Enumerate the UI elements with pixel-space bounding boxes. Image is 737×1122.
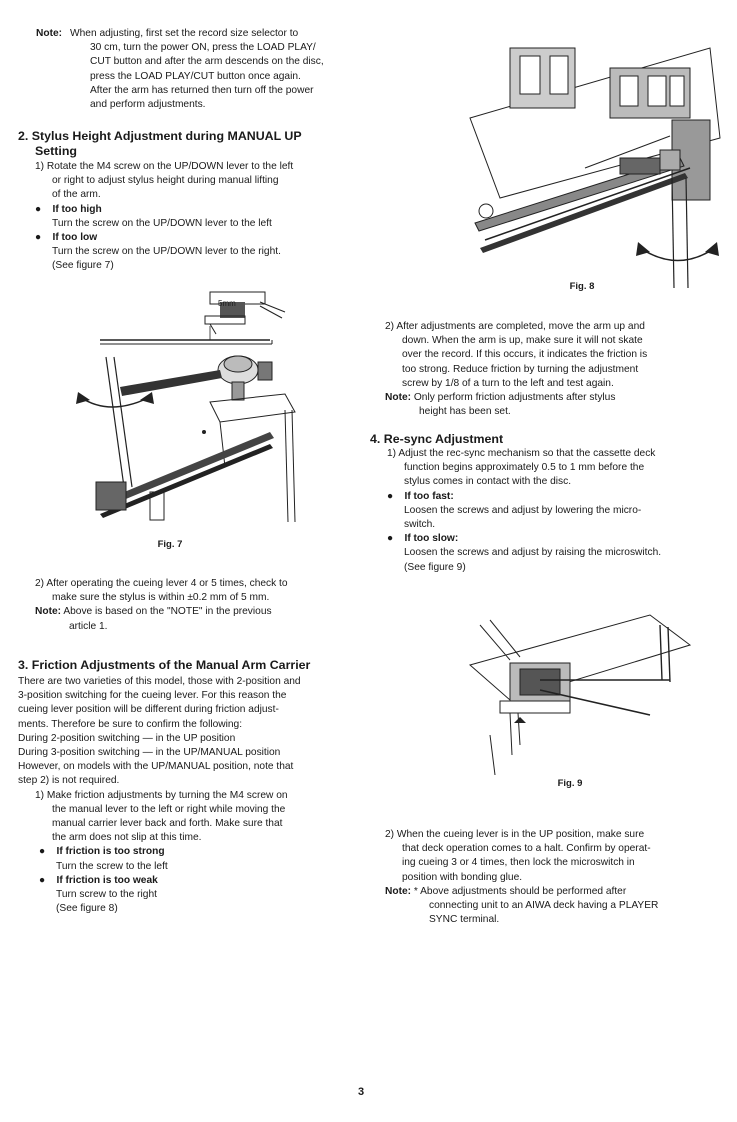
step-line: of the arm. [52,189,101,201]
step-line: make sure the stylus is within ±0.2 mm of 5 mm. [52,592,270,604]
section-2-step-2 [35,577,365,634]
step-line: over the record. If this occurs, it indicates the friction is [402,349,648,361]
section-2-title: 2. Stylus Height Adjustment during MANUAL UP [18,129,302,143]
note-line: connecting unit to an AIWA deck having a PLAYER [429,900,659,912]
figure-9-drawing [450,605,700,795]
note-line: Above is based on the "NOTE" in the previous [63,606,272,618]
note-label: Note: [385,392,412,404]
section-3-title: 3. Friction Adjustments of the Manual Arm Carrier [18,658,311,672]
figure-8-drawing [460,28,720,300]
bullet-dot: ● [39,874,46,886]
intro-line: During 2-position switching — in the UP position [18,732,236,744]
bullet-text: Turn screw to the right [56,889,157,901]
step-line: position with bonding glue. [402,871,523,883]
note-line: 30 cm, turn the power ON, press the LOAD PLAY/ [90,42,316,54]
bullet-title: If too slow: [404,533,459,545]
step-line: 2) After operating the cueing lever 4 or 5 times, check to [35,578,288,589]
note-line: * Above adjustments should be performed after [413,885,627,897]
bullet-title: If too low [52,232,98,244]
bullet-text: Turn the screw to the left [56,860,168,872]
bullet-text: (See figure 7) [52,260,114,272]
note-label: Note: [35,606,62,618]
bullet-dot: ● [387,533,394,545]
intro-line: ments. Therefore be sure to confirm the following: [18,718,243,730]
figure-9-caption: Fig. 9 [557,778,583,789]
step-line: that deck operation comes to a halt. Confirm by operat- [402,843,651,855]
figure-8 [460,28,720,300]
intro-line: 3-position switching for the cueing lever. For this reason the [18,690,287,702]
intro-line: During 3-position switching — in the UP/MANUAL position [18,747,281,759]
step-line: stylus comes in contact with the disc. [404,476,572,488]
step-line: 1) Adjust the rec-sync mechanism so that the cassette deck [387,448,656,459]
section-2 [18,129,363,274]
bullet-title: If friction is too strong [56,846,165,858]
note-line: CUT button and after the arm descends on the disc, [90,56,324,68]
page-number: 3 [358,1086,365,1098]
section-4 [370,432,730,575]
step-line: the arm does not slip at this time. [52,832,202,844]
note-line: After the arm has returned then turn off the power [90,84,314,96]
note-line: When adjusting, first set the record size selector to [70,28,299,39]
bullet-title: If too fast: [404,490,454,502]
note-line: Only perform friction adjustments after stylus [413,392,616,404]
step-line: ing cueing 3 or 4 times, then lock the microswitch in [402,857,635,869]
step-line: too strong. Reduce friction by turning the adjustment [402,363,639,375]
bullet-text: switch. [404,519,436,531]
figure-8-caption: Fig. 8 [569,281,595,292]
step-line: function begins approximately 0.5 to 1 mm before the [404,462,645,474]
intro-line: cueing lever position will be different during friction adjust- [18,704,279,716]
step-line: 1) Make friction adjustments by turning the M4 screw on [35,789,288,801]
step-line: screw by 1/8 of a turn to the left and test again. [402,377,614,389]
section-3-step-2 [385,320,730,419]
figure-7-caption: Fig. 7 [157,539,183,550]
step-line: 2) After adjustments are completed, move the arm up and [385,321,645,332]
note-label: Note: [385,885,412,897]
step-line: manual carrier lever back and forth. Make sure that [52,818,283,830]
note-line: height has been set. [419,406,511,418]
intro-line: step 2) is not required. [18,775,120,787]
bullet-dot: ● [387,490,394,502]
figure-9 [450,605,700,795]
figure-7-dimension-label: 5mm [218,299,236,308]
step-line: 2) When the cueing lever is in the UP position, make sure [385,829,645,840]
step-line: 1) Rotate the M4 screw on the UP/DOWN lever to the left [35,161,294,172]
bullet-dot: ● [35,203,42,215]
section-2-title-cont: Setting [35,144,77,158]
bullet-dot: ● [35,232,42,244]
note-line: article 1. [69,620,108,632]
step-line: or right to adjust stylus height during manual lifting [52,175,279,187]
note-line: press the LOAD PLAY/CUT button once again. [90,70,301,82]
step-line: down. When the arm is up, make sure it will not skate [402,335,643,347]
bullet-text: (See figure 8) [56,903,118,915]
step-line: the manual lever to the left or right while moving the [52,803,286,815]
section-3 [18,658,363,916]
section-4-step-2 [385,828,730,927]
bullet-text: Loosen the screws and adjust by lowering the micro- [404,504,642,516]
bullet-text: Loosen the screws and adjust by raising the microswitch. [404,547,662,559]
note-label: Note: [36,28,63,39]
bullet-text: Turn the screw on the UP/DOWN lever to the left [52,217,272,229]
note-line: and perform adjustments. [90,99,206,111]
figure-7-drawing [60,282,320,532]
section-4-title: 4. Re-sync Adjustment [370,432,504,446]
intro-line: There are two varieties of this model, those with 2-position and [18,676,301,687]
bullet-title: If too high [52,203,102,215]
note-line: SYNC terminal. [429,914,500,926]
bullet-title: If friction is too weak [56,874,158,886]
figure-7 [60,282,320,550]
bullet-dot: ● [39,846,46,858]
bullet-text: (See figure 9) [404,561,466,573]
intro-line: However, on models with the UP/MANUAL position, note that [18,761,294,773]
bullet-text: Turn the screw on the UP/DOWN lever to the right. [52,246,281,258]
